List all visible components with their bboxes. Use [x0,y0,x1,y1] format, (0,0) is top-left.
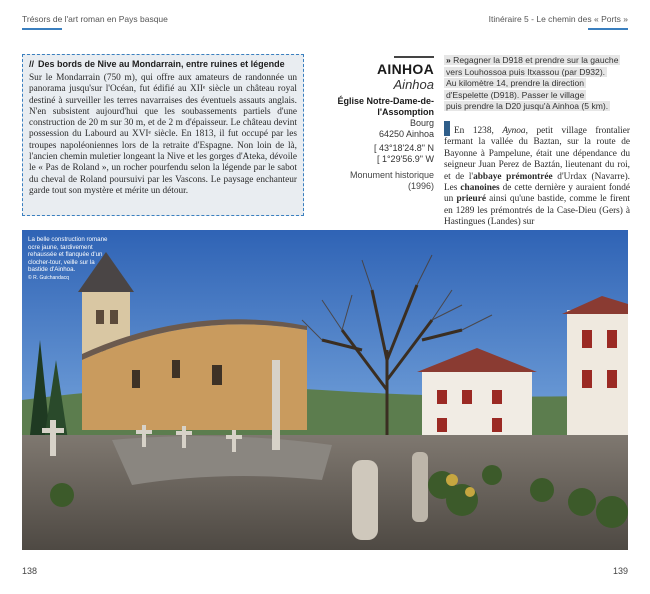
double-chevron-icon: » [446,55,451,65]
header-rule-right [588,28,628,30]
photo-caption-text: La belle construction romane ocre jaune, tardivement rehaussée et flanquée d'un clocher-tour, veille sur la bastide d'Ainhoa. [28,236,108,274]
town-info [336,56,434,192]
church-photo-illustration [22,230,628,550]
body-text-a: En 1238, [454,126,503,136]
direction-line3: Au kilomètre 14, prendre la direction [446,78,585,88]
direction-line2: vers Louhossoa puis Itxassou (par D932). [446,66,606,77]
sidebar-box [22,54,304,216]
town-rule [394,56,434,58]
page-number-left: 138 [22,566,38,576]
church-photo [22,230,628,550]
direction-line1: Regagner la D918 et prendre sur la gauche [453,55,619,65]
body-bold-abbaye: abbaye prémontrée [473,171,553,182]
monument-status: Monument historique (1996) [349,170,434,191]
paragraph-marker [444,121,450,136]
direction-line4: d'Espelette (D918). Passer le village [446,89,585,100]
direction-line5: puis prendre la D20 jusqu'à Ainhoa (5 km). [446,101,609,111]
body-text-b: , petit village frontalier fermant la vallée du Baztan, sur la route de Bayonne à Pampelune, était une dépendance du seigneur Juan Perez de Baztán, lieutenant du roi, et de l' [444,126,630,182]
double-slash-icon: // [29,59,35,69]
body-paragraph [444,121,630,229]
sidebar-title [29,59,297,69]
sidebar-text: Sur le Mondarrain (750 m), qui offre aux amateurs de randonnée un panorama jusqu'sur l'Océan, fut édifié au XIIᵉ siècle un château royal destiné à surveiller les terres navarraises des éventuels assauts anglais. N'en subsistent aujourd'hui que les soubassements partiels d'une construction de 20 m sur 30 m, et de 2 m d'épaisseur. Le château devint possession du Labourd au XVIᵉ siècle. En 1813, il fut occupé par les troupes napoléoniennes lors de la retraite d'Espagne. Non loin de là, l'ancien chemin muletier longeant la Nive et les gorges d'Ateka, dévoile le « Pas de Roland », un rocher pourfendu selon la légende par le sabot du cheval de Roland poursuivi par les Vascons. Le paysage enchanteur garde tout son mystère et mérite un détour. [29,73,297,196]
body-text-c: d'Urdax (Navarre). Les [444,171,630,194]
running-head-right: Itinéraire 5 - Le chemin des « Ports » [488,14,628,24]
directions [444,55,630,113]
address-line2: 64250 Ainhoa [378,129,434,139]
town-name: AINHOA [376,61,434,77]
photo-caption [28,236,108,283]
photo-credit: © R. Guichandacq [28,274,69,281]
church-name: Église Notre-Dame-de-l'Assomption [337,96,434,117]
running-head-left: Trésors de l'art roman en Pays basque [22,14,168,24]
body-italic: Aynoa [502,126,526,136]
body-text-d: de cette dernière y auraient fondé un [444,183,630,205]
longitude: [ 1°29'56.9" W [376,154,434,164]
header-rule-left [22,28,62,30]
sidebar-title-text: Des bords de Nive au Mondarrain, entre ruines et légende [38,59,285,69]
page-number-right: 139 [612,566,628,576]
latitude: [ 43°18'24.8" N [373,143,434,153]
body-bold-chanoines: chanoines [460,183,500,194]
body-bold-prieure: prieuré [456,194,486,205]
town-basque-name: Ainhoa [393,77,434,92]
address-line1: Bourg [409,118,434,128]
body-text-e: ainsi qu'une bastide, comme le firent en 1289 les prémontrés de la Case-Dieu (Gers) à Hastingues (Landes) sur [444,194,631,228]
